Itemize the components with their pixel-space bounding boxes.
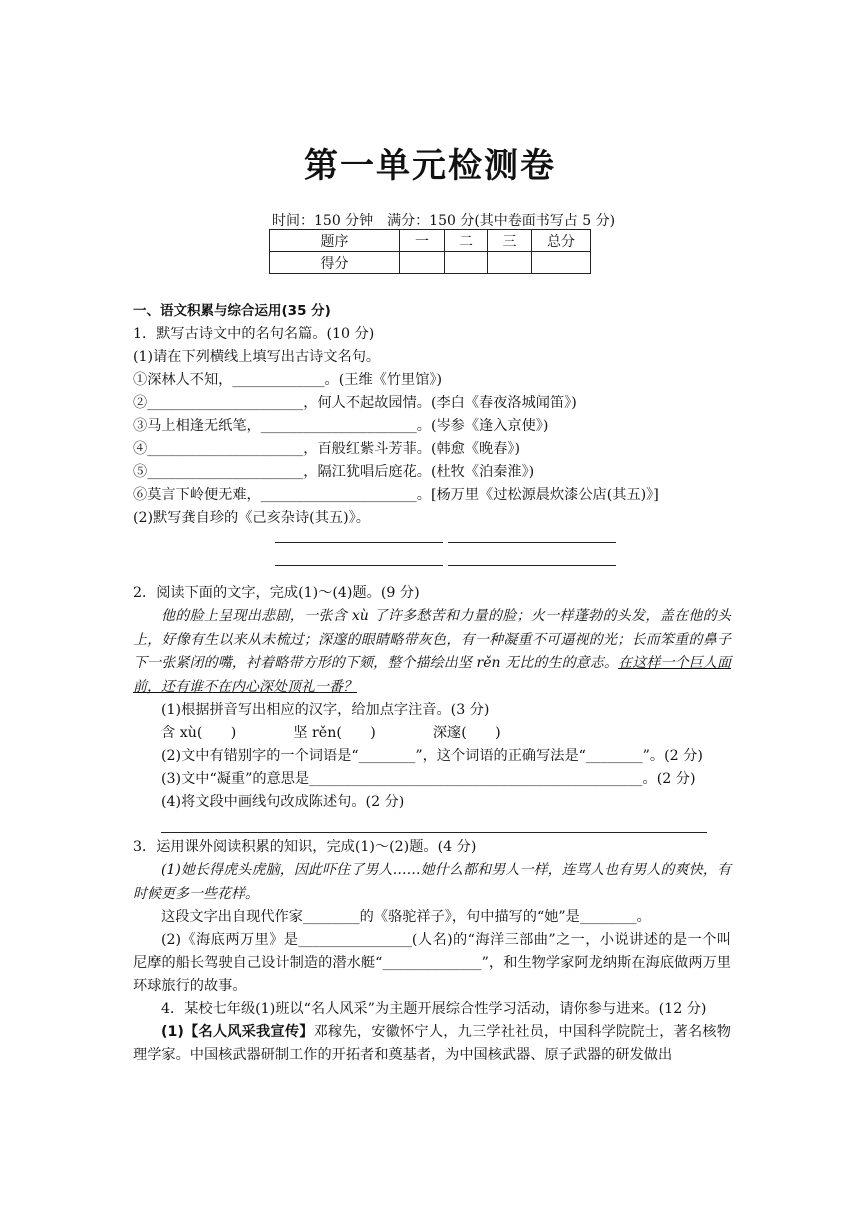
poem-fill-item[interactable]: ④______________________，百般红紫斗芳菲。(韩愈《晚春》) (133, 441, 521, 457)
question-1-stem: 1．默写古诗文中的名句名篇。(10 分) (133, 326, 375, 342)
question-2-sub-2[interactable]: (2)文中有错别字的一个词语是“________”，这个词语的正确写法是“________”。(2 分) (161, 748, 703, 764)
question-3-stem: 3．运用课外阅读积累的知识，完成(1)～(2)题。(4 分) (133, 839, 477, 855)
question-2-sub-3[interactable]: (3)文中“凝重”的意思是_______________________________________________。(2 分) (161, 771, 696, 787)
question-1-part-2: (2)默写龚自珍的《己亥杂诗(其五)》。 (133, 510, 370, 526)
table-header-cell: 三 (488, 230, 532, 252)
question-2-sub-4: (4)将文段中画线句改成陈述句。(2 分) (161, 794, 405, 810)
question-3-sub-2[interactable]: (2)《海底两万里》是________________(人名)的“海洋三部曲”之一，小说讲述的是一个叫尼摩的船长驾驶自己设计制造的潜水艇“______________”，和生物学家阿龙纳斯在海底做两万里环球旅行的故事。 (133, 932, 731, 994)
table-header-cell: 二 (445, 230, 488, 252)
score-table (269, 229, 591, 274)
table-header-cell: 一 (400, 230, 445, 252)
reading-passage (133, 605, 731, 699)
answer-line[interactable] (275, 565, 443, 566)
poem-answer-lines (133, 530, 731, 582)
poem-fill-item[interactable]: ⑥莫言下岭便无难，______________________。[杨万里《过松源晨炊漆公店(其五)》] (133, 487, 659, 503)
poem-fill-item[interactable]: ①深林人不知，_____________。(王维《竹里馆》) (133, 372, 443, 388)
answer-line[interactable] (448, 542, 616, 543)
exam-content (133, 300, 731, 1067)
table-row (270, 230, 591, 252)
question-1-part-1: (1)请在下列横线上填写出古诗文名句。 (133, 349, 381, 365)
poem-fill-item[interactable]: ②______________________，何人不起故园情。(李白《春夜洛城闻笛》) (133, 395, 577, 411)
question-2-stem: 2．阅读下面的文字，完成(1)～(4)题。(9 分) (133, 585, 420, 601)
section-heading: 一、语文积累与综合运用(35 分) (133, 303, 331, 319)
poem-fill-item[interactable]: ⑤______________________，隔江犹唱后庭花。(杜牧《泊秦淮》) (133, 464, 535, 480)
pinyin-item[interactable]: 含 xù( ) (161, 725, 237, 741)
exam-meta: 时间：150 分钟 满分：150 分(其中卷面书写占 5 分) (272, 213, 616, 229)
table-row (270, 252, 591, 274)
page-title: 第一单元检测卷 (304, 146, 556, 186)
table-header-cell: 题序 (270, 230, 400, 252)
table-header-cell: 总分 (532, 230, 591, 252)
question-4-sub-1 (133, 1021, 731, 1067)
novel-quote: (1)她长得虎头虎脑，因此吓住了男人……她什么都和男人一样，连骂人也有男人的爽快，有时候更多一些花样。 (133, 862, 731, 902)
table-row-label: 得分 (270, 252, 400, 274)
score-cell[interactable] (445, 252, 488, 274)
answer-line[interactable] (275, 542, 443, 543)
answer-line[interactable] (448, 565, 616, 566)
question-2-sub-1: (1)根据拼音写出相应的汉字，给加点字注音。(3 分) (161, 702, 490, 718)
question-4-sub-1-text: 邓稼先，安徽怀宁人，九三学社社员，中国科学院院士，著名核物理学家。中国核武器研制工作的开拓者和奠基者，为中国核武器、原子武器的研发做出 (133, 1024, 731, 1063)
question-4-sub-1-label: (1)【名人风采我宣传】 (161, 1024, 314, 1040)
passage-text: 他的脸上呈现出悲剧，一张含 xù 了许多愁苦和力量的脸；火一样蓬勃的头发，盖在他的头上，好像有生以来从未梳过；深邃的眼睛略带灰色，有一种凝重不可逼视的光；长而笨重的鼻子下一张紧闭的嘴，衬着略带方形的下颏，整个描绘出坚 rěn 无比的生的意志。 (133, 608, 731, 671)
underlined-sentence: 在这样一个巨人面前，还有谁不在内心深处顶礼一番？ (133, 655, 731, 695)
pinyin-items (133, 722, 731, 745)
question-3-sub-1[interactable]: 这段文字出自现代作家________的《骆驼祥子》，句中描写的“她”是________。 (161, 909, 651, 925)
answer-line[interactable] (161, 817, 707, 833)
question-4-stem: 4．某校七年级(1)班以“名人风采”为主题开展综合性学习活动，请你参与进来。(12 分) (161, 1001, 707, 1017)
score-cell[interactable] (400, 252, 445, 274)
score-cell[interactable] (532, 252, 591, 274)
score-cell[interactable] (488, 252, 532, 274)
poem-fill-item[interactable]: ③马上相逢无纸笔，______________________。(岑参《逢入京使》) (133, 418, 549, 434)
pinyin-item[interactable]: 坚 rěn( ) (293, 725, 376, 741)
pinyin-item[interactable]: 深邃( ) (432, 725, 501, 741)
